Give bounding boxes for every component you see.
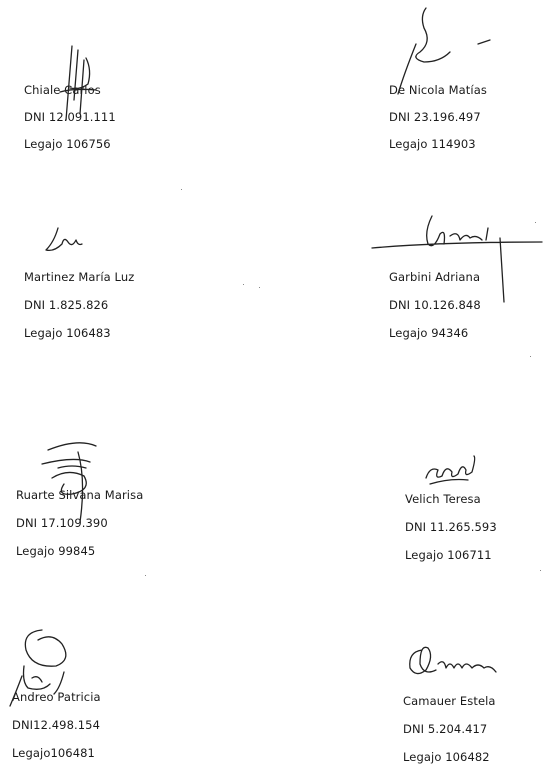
signatory-name: Camauer Estela <box>403 694 496 708</box>
signatory-dni: DNI 1.825.826 <box>24 298 109 312</box>
scan-speck <box>540 570 541 571</box>
signatory-legajo: Legajo106481 <box>12 746 95 760</box>
handwritten-signature <box>400 638 510 684</box>
signatory-dni: DNI 5.204.417 <box>403 722 488 736</box>
handwritten-signature <box>392 4 502 104</box>
signatory-legajo: Legajo 106756 <box>24 137 111 151</box>
scan-speck <box>145 575 146 576</box>
scan-speck <box>535 222 536 223</box>
signatory-name: Velich Teresa <box>405 492 481 506</box>
signatory-legajo: Legajo 114903 <box>389 137 476 151</box>
handwritten-signature <box>40 222 100 262</box>
signatory-legajo: Legajo 106711 <box>405 548 492 562</box>
signatory-legajo: Legajo 94346 <box>389 326 469 340</box>
handwritten-signature <box>40 40 110 130</box>
signatory-dni: DNI 11.265.593 <box>405 520 497 534</box>
signatory-legajo: Legajo 99845 <box>16 544 96 558</box>
scan-speck <box>181 189 182 190</box>
signatory-dni: DNI12.498.154 <box>12 718 100 732</box>
handwritten-signature <box>28 438 118 530</box>
handwritten-signature <box>2 626 92 710</box>
signatory-name: Garbini Adriana <box>389 270 481 284</box>
signatory-name: Andreo Patricia <box>12 690 101 704</box>
signatory-name: De Nicola Matías <box>389 83 487 97</box>
signatory-dni: DNI 17.109.390 <box>16 516 108 530</box>
handwritten-signature <box>420 452 490 492</box>
signatory-dni: DNI 23.196.497 <box>389 110 481 124</box>
handwritten-signature <box>370 210 546 310</box>
signatory-name: Ruarte Silvana Marisa <box>16 488 144 502</box>
signatory-legajo: Legajo 106483 <box>24 326 111 340</box>
scan-speck <box>530 356 531 357</box>
scan-speck <box>259 287 260 288</box>
signatory-name: Chiale Carlos <box>24 83 101 97</box>
signatory-legajo: Legajo 106482 <box>403 750 490 764</box>
signatory-dni: DNI 12.091.111 <box>24 110 116 124</box>
signatory-dni: DNI 10.126.848 <box>389 298 481 312</box>
scan-speck <box>243 284 244 285</box>
signatory-name: Martinez María Luz <box>24 270 135 284</box>
